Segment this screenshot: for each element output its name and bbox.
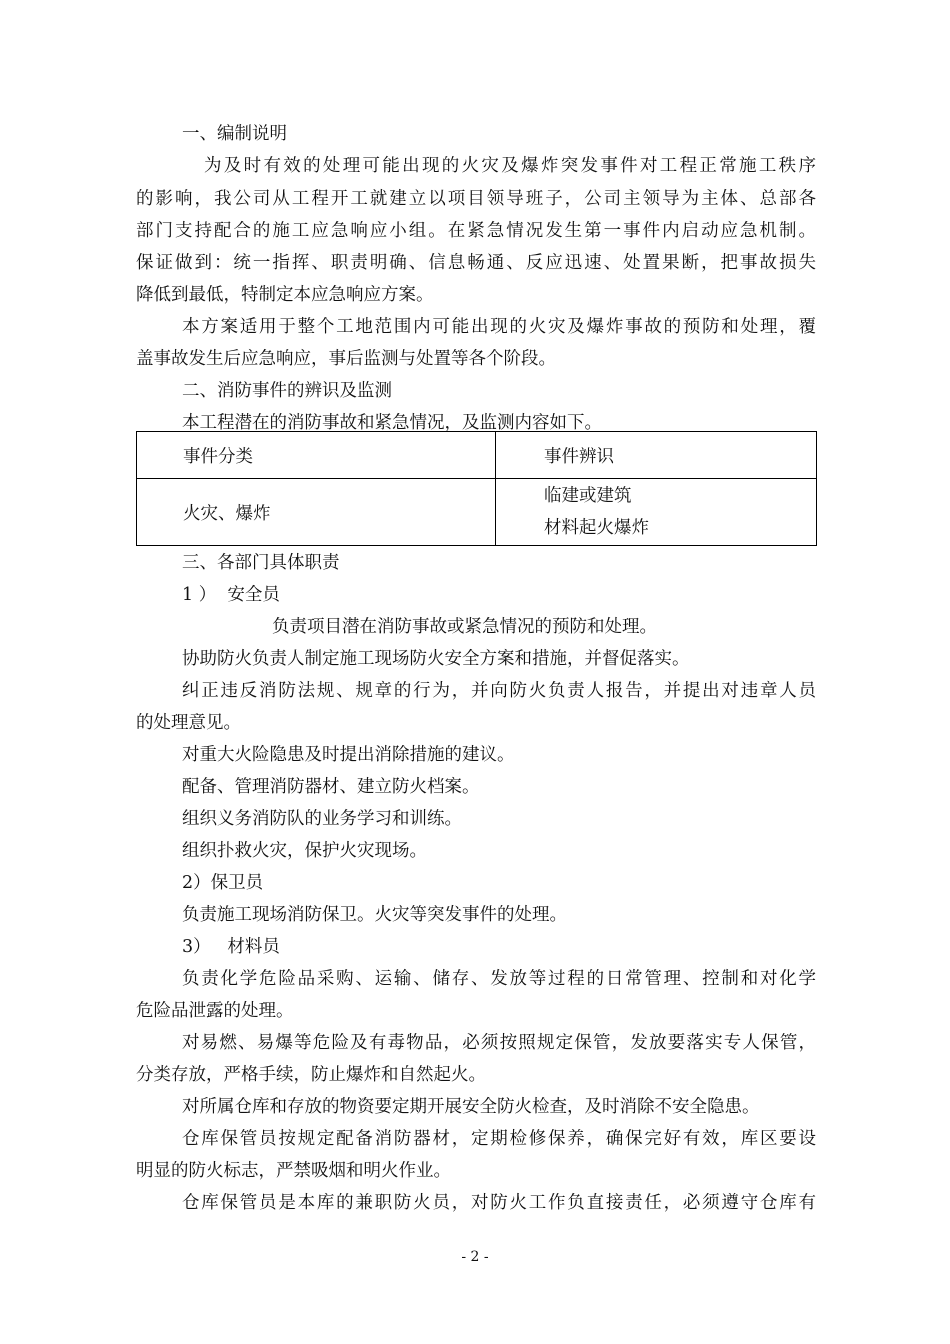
role3-title: 3） 材料员	[182, 937, 280, 957]
section1-para2-line2: 盖事故发生后应急响应，事后监测与处置等各个阶段。	[136, 349, 556, 369]
events-table	[136, 431, 817, 546]
role3-line: 对所属仓库和存放的物资要定期开展安全防火检查，及时消除不安全隐患。	[182, 1097, 760, 1117]
role3-line: 明显的防火标志，严禁吸烟和明火作业。	[136, 1161, 451, 1181]
role1-line: 对重大火险隐患及时提出消除措施的建议。	[182, 745, 515, 765]
role3-line: 分类存放，严格手续，防止爆炸和自然起火。	[136, 1065, 486, 1085]
table-header-category: 事件分类	[137, 432, 496, 479]
role3-line: 对易燃、易爆等危险及有毒物品，必须按照规定保管，发放要落实专人保管，	[182, 1033, 816, 1053]
section1-para1-line5: 降低到最低，特制定本应急响应方案。	[136, 285, 434, 305]
role3-line: 仓库保管员是本库的兼职防火员，对防火工作负直接责任，必须遵守仓库有	[182, 1193, 816, 1213]
table-row	[137, 479, 817, 546]
identification-line: 临建或建筑	[544, 486, 632, 506]
role1-line: 协助防火负责人制定施工现场防火安全方案和措施，并督促落实。	[182, 649, 690, 669]
section1-para1-line1: 为及时有效的处理可能出现的火灾及爆炸突发事件对工程正常施工秩序	[204, 156, 816, 176]
section1-para2-line1: 本方案适用于整个工地范围内可能出现的火灾及爆炸事故的预防和处理，覆	[182, 317, 816, 337]
table-header-identification: 事件辨识	[496, 432, 817, 479]
role2-title: 2）保卫员	[182, 873, 264, 893]
table-cell-identification	[496, 479, 817, 546]
section2-intro: 本工程潜在的消防事故和紧急情况，及监测内容如下。	[182, 413, 602, 433]
section2-heading: 二、消防事件的辨识及监测	[182, 381, 392, 401]
role1-line: 配备、管理消防器材、建立防火档案。	[182, 777, 480, 797]
role1-line: 纠正违反消防法规、规章的行为，并向防火负责人报告，并提出对违章人员	[182, 681, 816, 701]
role3-line: 仓库保管员按规定配备消防器材，定期检修保养，确保完好有效，库区要设	[182, 1129, 816, 1149]
identification-line: 材料起火爆炸	[544, 518, 649, 538]
role1-title: 1 ） 安全员	[182, 585, 280, 605]
role1-line: 的处理意见。	[136, 713, 241, 733]
role2-line: 负责施工现场消防保卫。火灾等突发事件的处理。	[182, 905, 567, 925]
role1-line: 组织扑救火灾，保护火灾现场。	[182, 841, 427, 861]
page-number: - 2 -	[461, 1249, 489, 1265]
section1-heading: 一、编制说明	[182, 124, 287, 144]
section1-para1-line2: 的影响，我公司从工程开工就建立以项目领导班子，公司主领导为主体、总部各	[136, 189, 816, 209]
section3-heading: 三、各部门具体职责	[182, 553, 340, 573]
role1-line: 负责项目潜在消防事故或紧急情况的预防和处理。	[272, 617, 657, 637]
table-header-row	[137, 432, 817, 479]
role1-line: 组织义务消防队的业务学习和训练。	[182, 809, 462, 829]
role3-line: 负责化学危险品采购、运输、储存、发放等过程的日常管理、控制和对化学	[182, 969, 816, 989]
role3-line: 危险品泄露的处理。	[136, 1001, 294, 1021]
table-cell-category: 火灾、爆炸	[137, 479, 496, 546]
section1-para1-line4: 保证做到：统一指挥、职责明确、信息畅通、反应迅速、处置果断，把事故损失	[136, 253, 816, 273]
section1-para1-line3: 部门支持配合的施工应急响应小组。在紧急情况发生第一事件内启动应急机制。	[136, 221, 816, 241]
